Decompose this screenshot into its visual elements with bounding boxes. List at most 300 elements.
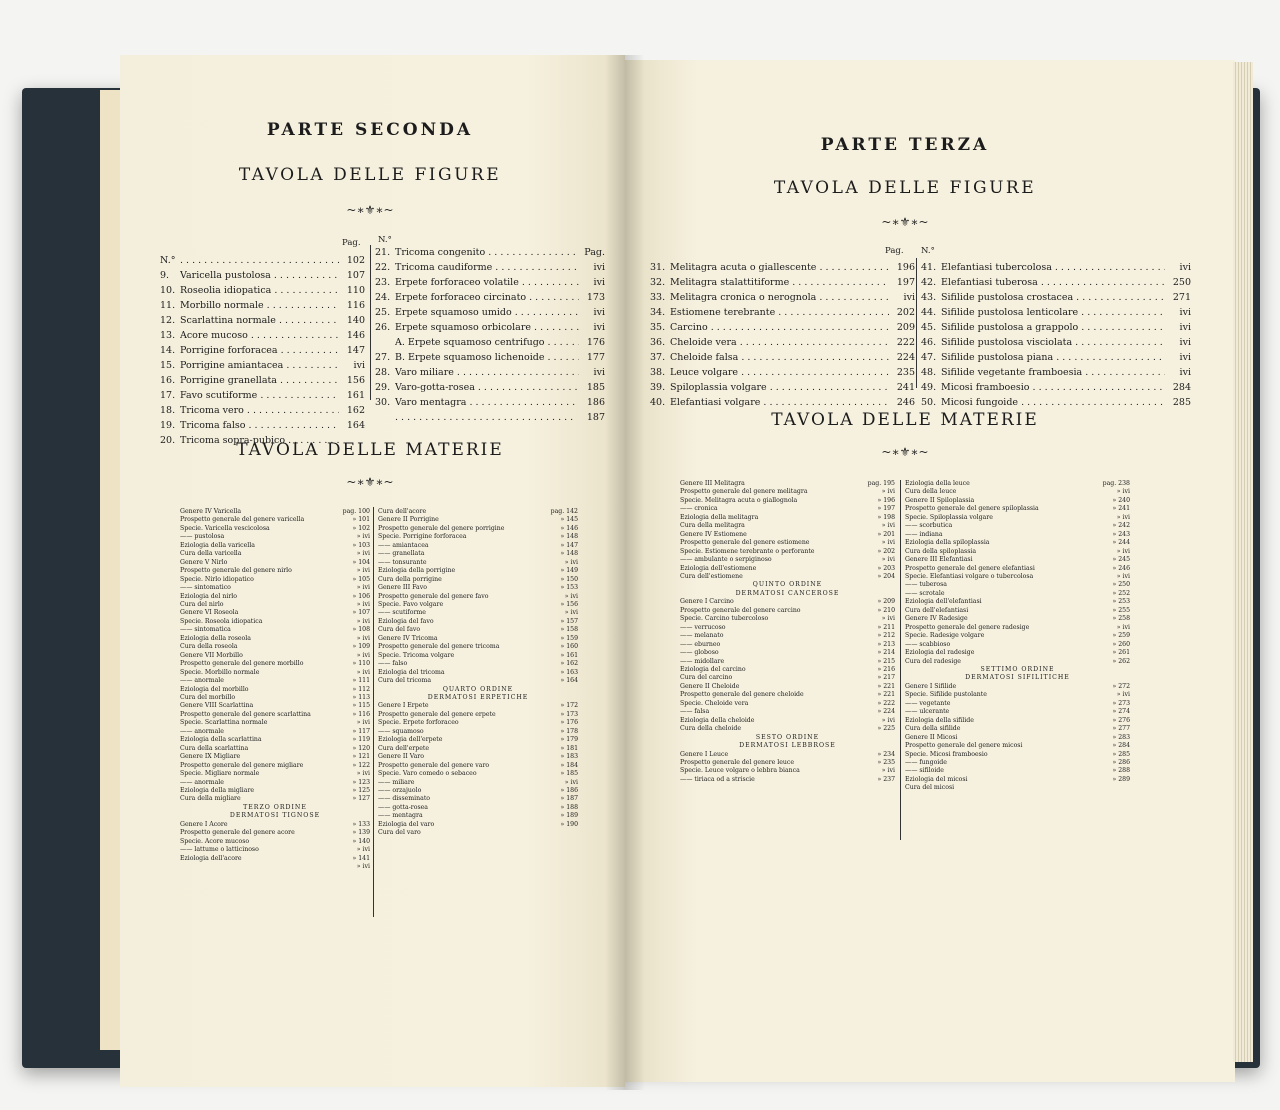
- entry-page: » 140: [352, 837, 370, 845]
- entry-page: » 162: [560, 660, 578, 668]
- figure-title: [395, 410, 579, 425]
- entry-title: —— mentagra: [378, 812, 423, 820]
- figure-page: ivi: [353, 360, 365, 371]
- contents-entry: [680, 480, 895, 488]
- figure-page: ivi: [593, 277, 605, 288]
- figure-title: Micosi fungoide . . .: [941, 395, 1165, 410]
- entry-title: Genere IV Varicella: [180, 508, 242, 515]
- entry-page: » ivi: [1116, 547, 1130, 555]
- contents-entry: [378, 576, 578, 584]
- figure-entry: [921, 275, 1191, 290]
- figure-entry: [160, 253, 365, 268]
- figure-number: 29.: [375, 382, 391, 393]
- figure-page: 161: [346, 390, 365, 401]
- contents-entry: [378, 753, 578, 761]
- contents-entry: [680, 514, 895, 522]
- entry-title: Genere II Porrigine: [378, 516, 439, 524]
- entry-page: » 209: [877, 598, 895, 606]
- entry-title: —— scutiforme: [378, 609, 426, 617]
- entry-page: » 222: [877, 699, 895, 707]
- contents-entry: [180, 821, 370, 829]
- entry-page: » 237: [877, 775, 895, 783]
- contents-entry: [180, 576, 370, 584]
- figures-list-left: [160, 253, 365, 448]
- figure-entry: [160, 403, 365, 418]
- figure-entry: [375, 305, 605, 320]
- figure-entry: [160, 388, 365, 403]
- materials-title: TAVOLA DELLE MATERIE: [771, 410, 1039, 430]
- entry-title: Cura della scarlattina: [180, 744, 249, 752]
- contents-entry: [680, 539, 895, 547]
- contents-entry: [905, 505, 1130, 513]
- contents-entry: [378, 702, 578, 710]
- entry-title: Eziologia del favo: [378, 617, 434, 625]
- entry-title: —— amiantacea: [378, 541, 429, 549]
- contents-entry: [905, 548, 1130, 556]
- entry-page: » 116: [352, 710, 370, 718]
- entry-page: » 190: [560, 820, 578, 828]
- entry-page: » 160: [560, 643, 578, 651]
- contents-entry: [180, 711, 370, 719]
- figure-number: 15.: [160, 360, 176, 371]
- entry-title: Specie. Erpete forforaceo: [378, 719, 459, 727]
- entry-title: Cura del tricoma: [378, 677, 432, 685]
- contents-entry: [905, 488, 1130, 496]
- order-heading: [378, 694, 578, 702]
- figure-page: ivi: [1179, 307, 1191, 318]
- figure-page: 173: [586, 292, 605, 303]
- contents-entry: [378, 618, 578, 626]
- figure-page: 209: [896, 322, 915, 333]
- entry-title: Eziologia della spiloplassia: [905, 539, 990, 547]
- entry-page: » ivi: [881, 539, 895, 547]
- figures-list-right: [375, 245, 605, 425]
- contents-entry: [905, 751, 1130, 759]
- figure-page: 177: [586, 352, 605, 363]
- entry-page: » 108: [352, 626, 370, 634]
- contents-entry: [180, 787, 370, 795]
- entry-title: Genere VIII Scarlattina: [180, 702, 254, 710]
- contents-entry: [680, 700, 895, 708]
- contents-entry: [378, 508, 578, 516]
- figure-title: Tricoma sopra-pubico . . .: [180, 433, 339, 448]
- contents-entry: [905, 691, 1130, 699]
- entry-title: Eziologia della melitagra: [680, 513, 759, 521]
- figure-entry: [650, 380, 915, 395]
- entry-page: » 197: [877, 505, 895, 513]
- figure-page: 162: [346, 405, 365, 416]
- contents-entry: [378, 804, 578, 812]
- contents-entry: [680, 708, 895, 716]
- contents-entry: [378, 762, 578, 770]
- figure-title: Favo scutiforme . . .: [180, 388, 339, 403]
- entry-page: » 244: [1112, 539, 1130, 547]
- materials-list-left: [180, 508, 370, 871]
- figure-entry: [921, 320, 1191, 335]
- contents-entry: [905, 624, 1130, 632]
- entry-page: » 158: [560, 626, 578, 634]
- contents-entry: [180, 550, 370, 558]
- figure-page: ivi: [593, 322, 605, 333]
- entry-page: » 113: [352, 693, 370, 701]
- contents-entry: [905, 590, 1130, 598]
- entry-page: » 149: [560, 567, 578, 575]
- entry-page: » 164: [560, 677, 578, 685]
- figure-number: 20.: [160, 435, 176, 446]
- figure-entry: [375, 365, 605, 380]
- figure-title: Porrigine forforacea . . .: [180, 343, 339, 358]
- entry-title: Specie. Porrigine forforacea: [378, 533, 467, 541]
- figure-number: 38.: [650, 367, 666, 378]
- entry-title: Eziologia della sifilide: [905, 716, 974, 724]
- entry-title: Genere I Sifilide: [905, 682, 957, 690]
- figure-entry: [160, 343, 365, 358]
- column-divider: [916, 258, 917, 388]
- entry-title: Prospetto generale del genere migliare: [180, 761, 304, 769]
- entry-title: —— scorbutica: [905, 522, 953, 530]
- order-heading: [905, 674, 1130, 682]
- entry-title: Genere V Nirlo: [180, 558, 228, 566]
- order-heading: [180, 804, 370, 812]
- entry-page: » ivi: [356, 770, 370, 778]
- contents-entry: [378, 669, 578, 677]
- entry-title: Cura dell'elefantiasi: [905, 606, 969, 614]
- entry-title: Cura dell'acore: [378, 508, 427, 515]
- contents-entry: [378, 626, 578, 634]
- figure-title: Melitagra cronica o nerognola . . .: [670, 290, 889, 305]
- entry-title: Genere VII Morbillo: [180, 651, 243, 659]
- contents-entry: [378, 584, 578, 592]
- contents-entry: [180, 719, 370, 727]
- entry-title: Genere I Acore: [180, 820, 228, 828]
- pag-label: Pag.: [342, 238, 361, 248]
- entry-page: » 147: [560, 541, 578, 549]
- figure-title: Varicella pustolosa . . .: [180, 268, 339, 283]
- entry-page: » 127: [352, 795, 370, 803]
- contents-entry: [180, 846, 370, 854]
- figure-entry: [921, 380, 1191, 395]
- contents-entry: [680, 683, 895, 691]
- figure-title: Cheloide falsa . . .: [670, 350, 889, 365]
- contents-entry: [680, 531, 895, 539]
- entry-page: pag. 195: [867, 480, 895, 487]
- entry-title: Eziologia del nirlo: [180, 592, 237, 600]
- contents-entry: [905, 641, 1130, 649]
- figure-page: 164: [346, 420, 365, 431]
- entry-page: » 245: [1112, 556, 1130, 564]
- order-heading: [378, 686, 578, 694]
- contents-entry: [378, 677, 578, 685]
- entry-page: » 148: [560, 533, 578, 541]
- entry-title: Prospetto generale del genere carcino: [680, 606, 801, 614]
- entry-page: » 198: [877, 513, 895, 521]
- contents-entry: [378, 770, 578, 778]
- entry-title: Eziologia del micosi: [905, 775, 968, 783]
- entry-title: DERMATOSI SIFILITICHE: [965, 674, 1070, 682]
- contents-entry: [680, 725, 895, 733]
- contents-entry: [180, 618, 370, 626]
- entry-page: » 284: [1112, 742, 1130, 750]
- entry-page: » ivi: [356, 651, 370, 659]
- figure-title: Sifilide pustolosa visciolata . . .: [941, 335, 1165, 350]
- contents-entry: [905, 573, 1130, 581]
- figure-number: 23.: [375, 277, 391, 288]
- entry-page: » 161: [560, 651, 578, 659]
- entry-title: —— anormale: [180, 727, 224, 735]
- entry-page: » 110: [352, 660, 370, 668]
- figure-page: 110: [346, 285, 365, 296]
- figure-title: Tricoma falso . . .: [180, 418, 339, 433]
- entry-title: Specie. Radesige volgare: [905, 632, 985, 640]
- contents-entry: [378, 635, 578, 643]
- figure-page: ivi: [593, 367, 605, 378]
- entry-page: » ivi: [356, 584, 370, 592]
- entry-page: » 133: [352, 820, 370, 828]
- entry-title: Specie. Scarlattina normale: [180, 719, 268, 727]
- contents-entry: [905, 784, 1130, 792]
- entry-page: » 181: [560, 744, 578, 752]
- contents-entry: [180, 795, 370, 803]
- entry-page: » 274: [1112, 708, 1130, 716]
- entry-page: » ivi: [881, 767, 895, 775]
- contents-entry: [378, 601, 578, 609]
- contents-entry: [905, 776, 1130, 784]
- entry-title: Cura della spiloplassia: [905, 547, 977, 555]
- entry-title: Eziologia della varicella: [180, 541, 255, 549]
- entry-title: Eziologia della leuce: [905, 480, 970, 487]
- contents-entry: [180, 601, 370, 609]
- contents-entry: [378, 533, 578, 541]
- entry-page: » ivi: [564, 592, 578, 600]
- entry-title: —— tonsurante: [378, 558, 427, 566]
- figure-page: 285: [1172, 397, 1191, 408]
- entry-page: [548, 829, 578, 837]
- entry-page: » 185: [560, 770, 578, 778]
- entry-title: SETTIMO ORDINE: [980, 665, 1055, 673]
- entry-page: » ivi: [356, 600, 370, 608]
- entry-title: QUINTO ORDINE: [752, 581, 823, 589]
- part-title: PARTE SECONDA: [266, 120, 474, 140]
- figure-number: 39.: [650, 382, 666, 393]
- entry-title: Specie. Melitagra acuta o giallognola: [680, 496, 798, 504]
- figure-number: 18.: [160, 405, 176, 416]
- figure-entry: [375, 260, 605, 275]
- entry-title: —— eburneo: [680, 640, 721, 648]
- entry-page: » 186: [560, 786, 578, 794]
- contents-entry: [378, 829, 578, 837]
- entry-page: » 163: [560, 668, 578, 676]
- number-label: N.°: [378, 235, 392, 245]
- contents-entry: [680, 632, 895, 640]
- entry-title: TERZO ORDINE: [243, 803, 307, 811]
- entry-title: QUARTO ORDINE: [442, 685, 514, 693]
- entry-title: Cura dell'erpete: [378, 744, 430, 752]
- figure-number: 13.: [160, 330, 176, 341]
- contents-entry: [378, 728, 578, 736]
- contents-entry: [180, 609, 370, 617]
- part-title: PARTE TERZA: [820, 135, 990, 155]
- entry-page: » 212: [877, 632, 895, 640]
- entry-page: » 204: [877, 572, 895, 580]
- contents-entry: [905, 581, 1130, 589]
- figure-entry: [160, 268, 365, 283]
- entry-page: » 225: [877, 725, 895, 733]
- figure-entry: [921, 290, 1191, 305]
- entry-title: —— sintomatico: [180, 584, 231, 592]
- figure-number: 37.: [650, 352, 666, 363]
- figure-number: 49.: [921, 382, 937, 393]
- contents-entry: [378, 719, 578, 727]
- entry-title: Prospetto generale del genere estiomene: [680, 539, 810, 547]
- figure-number: 30.: [375, 397, 391, 408]
- contents-entry: [378, 559, 578, 567]
- entry-page: » 159: [560, 634, 578, 642]
- entry-page: » 179: [560, 736, 578, 744]
- contents-entry: [180, 626, 370, 634]
- figure-entry: [375, 335, 605, 350]
- entry-page: » 120: [352, 744, 370, 752]
- entry-page: » 157: [560, 617, 578, 625]
- contents-entry: [378, 711, 578, 719]
- contents-entry: [680, 505, 895, 513]
- entry-page: » 184: [560, 761, 578, 769]
- page-edges: [1233, 62, 1253, 1062]
- figure-page: 197: [896, 277, 915, 288]
- contents-entry: [180, 677, 370, 685]
- entry-page: » 277: [1112, 725, 1130, 733]
- contents-entry: [180, 762, 370, 770]
- contents-entry: [905, 480, 1130, 488]
- entry-page: » ivi: [356, 668, 370, 676]
- figure-page: 222: [896, 337, 915, 348]
- contents-entry: [378, 795, 578, 803]
- contents-entry: [180, 736, 370, 744]
- figure-entry: [375, 380, 605, 395]
- entry-title: Cura della roseola: [180, 643, 238, 651]
- entry-page: » 123: [352, 778, 370, 786]
- contents-entry: [180, 669, 370, 677]
- entry-page: » 221: [877, 691, 895, 699]
- contents-entry: [378, 542, 578, 550]
- figure-title: Carcino . . .: [670, 320, 889, 335]
- contents-entry: [680, 641, 895, 649]
- contents-entry: [180, 660, 370, 668]
- figure-number: 47.: [921, 352, 937, 363]
- entry-title: Prospetto generale del genere leuce: [680, 758, 795, 766]
- contents-entry: [180, 686, 370, 694]
- entry-page: » 188: [560, 803, 578, 811]
- entry-title: Cura dell'estiomene: [680, 572, 743, 580]
- figure-entry: [921, 260, 1191, 275]
- contents-entry: [905, 708, 1130, 716]
- figure-title: Varo-gotta-rosea . . .: [395, 380, 579, 395]
- entry-page: » 125: [352, 786, 370, 794]
- entry-page: » 172: [560, 702, 578, 710]
- entry-title: Prospetto generale del genere erpete: [378, 710, 496, 718]
- entry-title: Specie. Morbillo normale: [180, 668, 260, 676]
- figure-entry: [375, 290, 605, 305]
- entry-page: » ivi: [356, 533, 370, 541]
- contents-entry: [905, 717, 1130, 725]
- figure-number: 44.: [921, 307, 937, 318]
- contents-entry: [905, 539, 1130, 547]
- entry-title: Eziologia dell'estiomene: [680, 564, 757, 572]
- left-page: [120, 55, 625, 1087]
- figure-entry: [160, 283, 365, 298]
- entry-title: DERMATOSI ERPETICHE: [427, 693, 529, 701]
- figure-number: 36.: [650, 337, 666, 348]
- entry-page: » ivi: [564, 778, 578, 786]
- figure-page: 186: [586, 397, 605, 408]
- entry-title: Eziologia della roseola: [180, 634, 251, 642]
- entry-title: —— lattume o latticinoso: [180, 846, 259, 854]
- figure-entry: [650, 260, 915, 275]
- entry-page: » ivi: [881, 488, 895, 496]
- order-heading: [905, 666, 1130, 674]
- figure-entry: [160, 298, 365, 313]
- figure-page: ivi: [1179, 367, 1191, 378]
- order-heading: [180, 812, 370, 820]
- entry-title: Prospetto generale del genere radesige: [905, 623, 1030, 631]
- entry-title: Prospetto generale del genere morbillo: [180, 660, 304, 668]
- contents-entry: [180, 525, 370, 533]
- entry-title: —— orzajuolo: [378, 786, 422, 794]
- figure-title: Scarlattina normale . . .: [180, 313, 339, 328]
- entry-title: —— squamoso: [378, 727, 424, 735]
- entry-page: » 156: [560, 600, 578, 608]
- entry-title: Prospetto generale del genere spiloplassia: [905, 505, 1039, 513]
- contents-entry: [905, 700, 1130, 708]
- contents-entry: [180, 593, 370, 601]
- contents-entry: [180, 694, 370, 702]
- entry-page: » 203: [877, 564, 895, 572]
- figure-page: ivi: [1179, 337, 1191, 348]
- entry-title: Cura del micosi: [905, 784, 955, 792]
- entry-page: » 255: [1112, 606, 1130, 614]
- figure-page: Pag.: [584, 247, 605, 258]
- entry-title: —— anormale: [180, 677, 224, 685]
- figure-page: 176: [586, 337, 605, 348]
- figure-title: Morbillo normale . . .: [180, 298, 339, 313]
- contents-entry: [180, 533, 370, 541]
- entry-page: » 176: [560, 719, 578, 727]
- figure-number: 43.: [921, 292, 937, 303]
- entry-page: » 241: [1112, 505, 1130, 513]
- figure-title: Elefantiasi tuberosa . . .: [941, 275, 1165, 290]
- number-label: N.°: [921, 246, 935, 256]
- contents-entry: [180, 779, 370, 787]
- entry-page: » 272: [1112, 682, 1130, 690]
- figure-title: Leuce volgare . . .: [670, 365, 889, 380]
- contents-entry: [905, 658, 1130, 666]
- figure-number: 46.: [921, 337, 937, 348]
- figure-entry: [375, 320, 605, 335]
- contents-entry: [378, 821, 578, 829]
- figure-title: Roseolia idiopatica . . .: [180, 283, 339, 298]
- figure-number: 50.: [921, 397, 937, 408]
- entry-title: Prospetto generale del genere nirlo: [180, 567, 292, 575]
- entry-title: Eziologia del morbillo: [180, 685, 249, 693]
- entry-page: » ivi: [356, 634, 370, 642]
- contents-entry: [680, 598, 895, 606]
- figure-entry: [160, 373, 365, 388]
- entry-title: Specie. Estiomene terebrante o perforante: [680, 547, 815, 555]
- entry-title: Prospetto generale del genere cheloide: [680, 691, 804, 699]
- entry-title: —— gotta-rosea: [378, 803, 428, 811]
- figure-entry: [650, 365, 915, 380]
- figure-entry: [375, 275, 605, 290]
- entry-page: » 289: [1112, 775, 1130, 783]
